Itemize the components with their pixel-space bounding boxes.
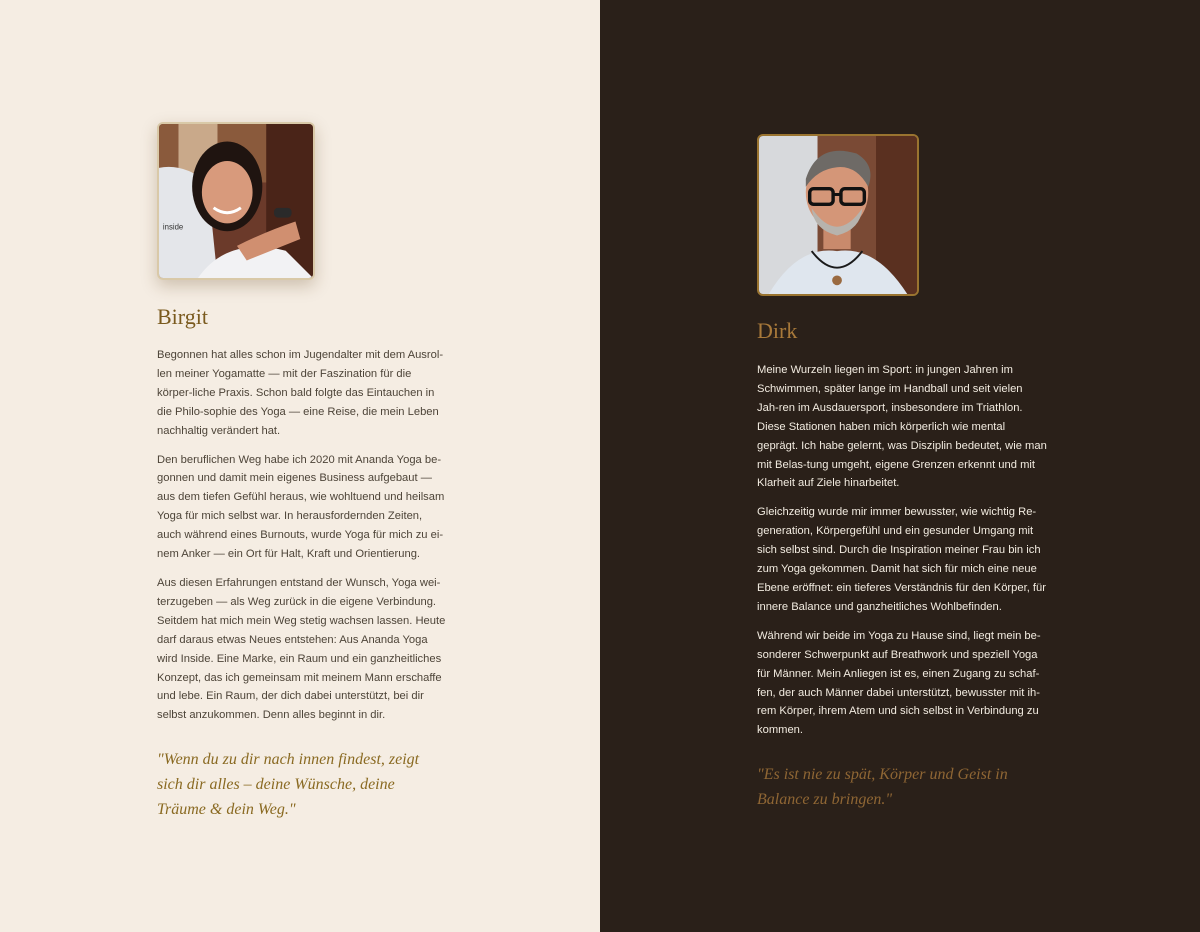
birgit-profile — [157, 122, 447, 822]
shirt-logo-text: inside — [162, 222, 184, 232]
birgit-bio — [157, 346, 447, 725]
birgit-name: Birgit — [157, 304, 208, 329]
dirk-photo — [757, 134, 919, 296]
birgit-bio-paragraph-3: Aus diesen Erfahrungen entstand der Wunsch, Yoga wei-terzugeben — als Weg zurück in die eigene Verbindung. Seitdem hat mich mein Weg stetig wachsen lassen. Heute darf daraus etwas Neues entstehen: Aus Ananda Yoga wird Inside. Eine Marke, ein Raum und ein ganzheitliches Konzept, das ich gemeinsam mit meinem Mann erschaffe und lebe. Ein Raum, der dich dabei unterstützt, bei dir selbst anzukommen. Denn alles beginnt in dir. — [157, 576, 446, 722]
birgit-quote: "Wenn du zu dir nach innen findest, zeigt sich dir alles – deine Wünsche, deine Träume & dein Weg." — [157, 751, 420, 819]
portrait-photo-birgit-icon — [159, 124, 313, 278]
portrait-photo-dirk-icon — [759, 136, 917, 294]
dirk-name: Dirk — [757, 318, 798, 343]
dirk-bio — [757, 361, 1047, 740]
dirk-quote: "Es ist nie zu spät, Körper und Geist in Balance zu bringen." — [757, 766, 1008, 809]
dirk-profile — [757, 134, 1047, 812]
dirk-bio-paragraph-2: Gleichzeitig wurde mir immer bewusster, wie wichtig Re-generation, Körpergefühl und ein gesunder Umgang mit sich selbst sind. Durch die Inspiration meiner Frau bin ich zum Yoga gekommen. Damit hat sich für mich eine neue Ebene eröffnet: ein tieferes Verständnis für den Körper, für innere Balance und ganzheitliches Wohlbefinden. — [757, 506, 1046, 613]
birgit-photo — [157, 122, 315, 280]
dirk-bio-paragraph-1: Meine Wurzeln liegen im Sport: in jungen Jahren im Schwimmen, später lange im Handball und seit vielen Jah-ren im Ausdauersport, insbesondere im Triathlon. Diese Stationen haben mich körperlich wie mental geprägt. Ich habe gelernt, was Disziplin bedeutet, wie man mit Belas-tung umgeht, eigene Grenzen erkennt und mit Klarheit auf Ziele hinarbeitet. — [757, 364, 1047, 490]
dirk-bio-paragraph-3: Während wir beide im Yoga zu Hause sind, liegt mein be-sonderer Schwerpunkt auf Breathwork und speziell Yoga für Männer. Mein Anliegen ist es, einen Zugang zu schaf-fen, der auch Männer dabei unterstützt, bewusster mit ih-rem Körper, ihrem Atem und sich selbst in Verbindung zu kommen. — [757, 629, 1041, 737]
dirk-panel — [600, 0, 1200, 932]
birgit-bio-paragraph-1: Begonnen hat alles schon im Jugendalter mit dem Ausrol-len meiner Yogamatte — mit der Faszination für die körper-liche Praxis. Schon bald folgte das Eintauchen in die Philo-sophie des Yoga — eine Reise, die mein Leben nachhaltig verändert hat. — [157, 349, 444, 437]
birgit-bio-paragraph-2: Den beruflichen Weg habe ich 2020 mit Ananda Yoga be-gonnen und damit mein eigenes Business aufgebaut — aus dem tiefen Gefühl heraus, wie wohltuend und heilsam Yoga für mich selbst war. In herausfordernden Zeiten, auch während eines Burnouts, wurde Yoga für mich zu ei-nem Anker — ein Ort für Halt, Kraft und Orientierung. — [157, 453, 445, 561]
